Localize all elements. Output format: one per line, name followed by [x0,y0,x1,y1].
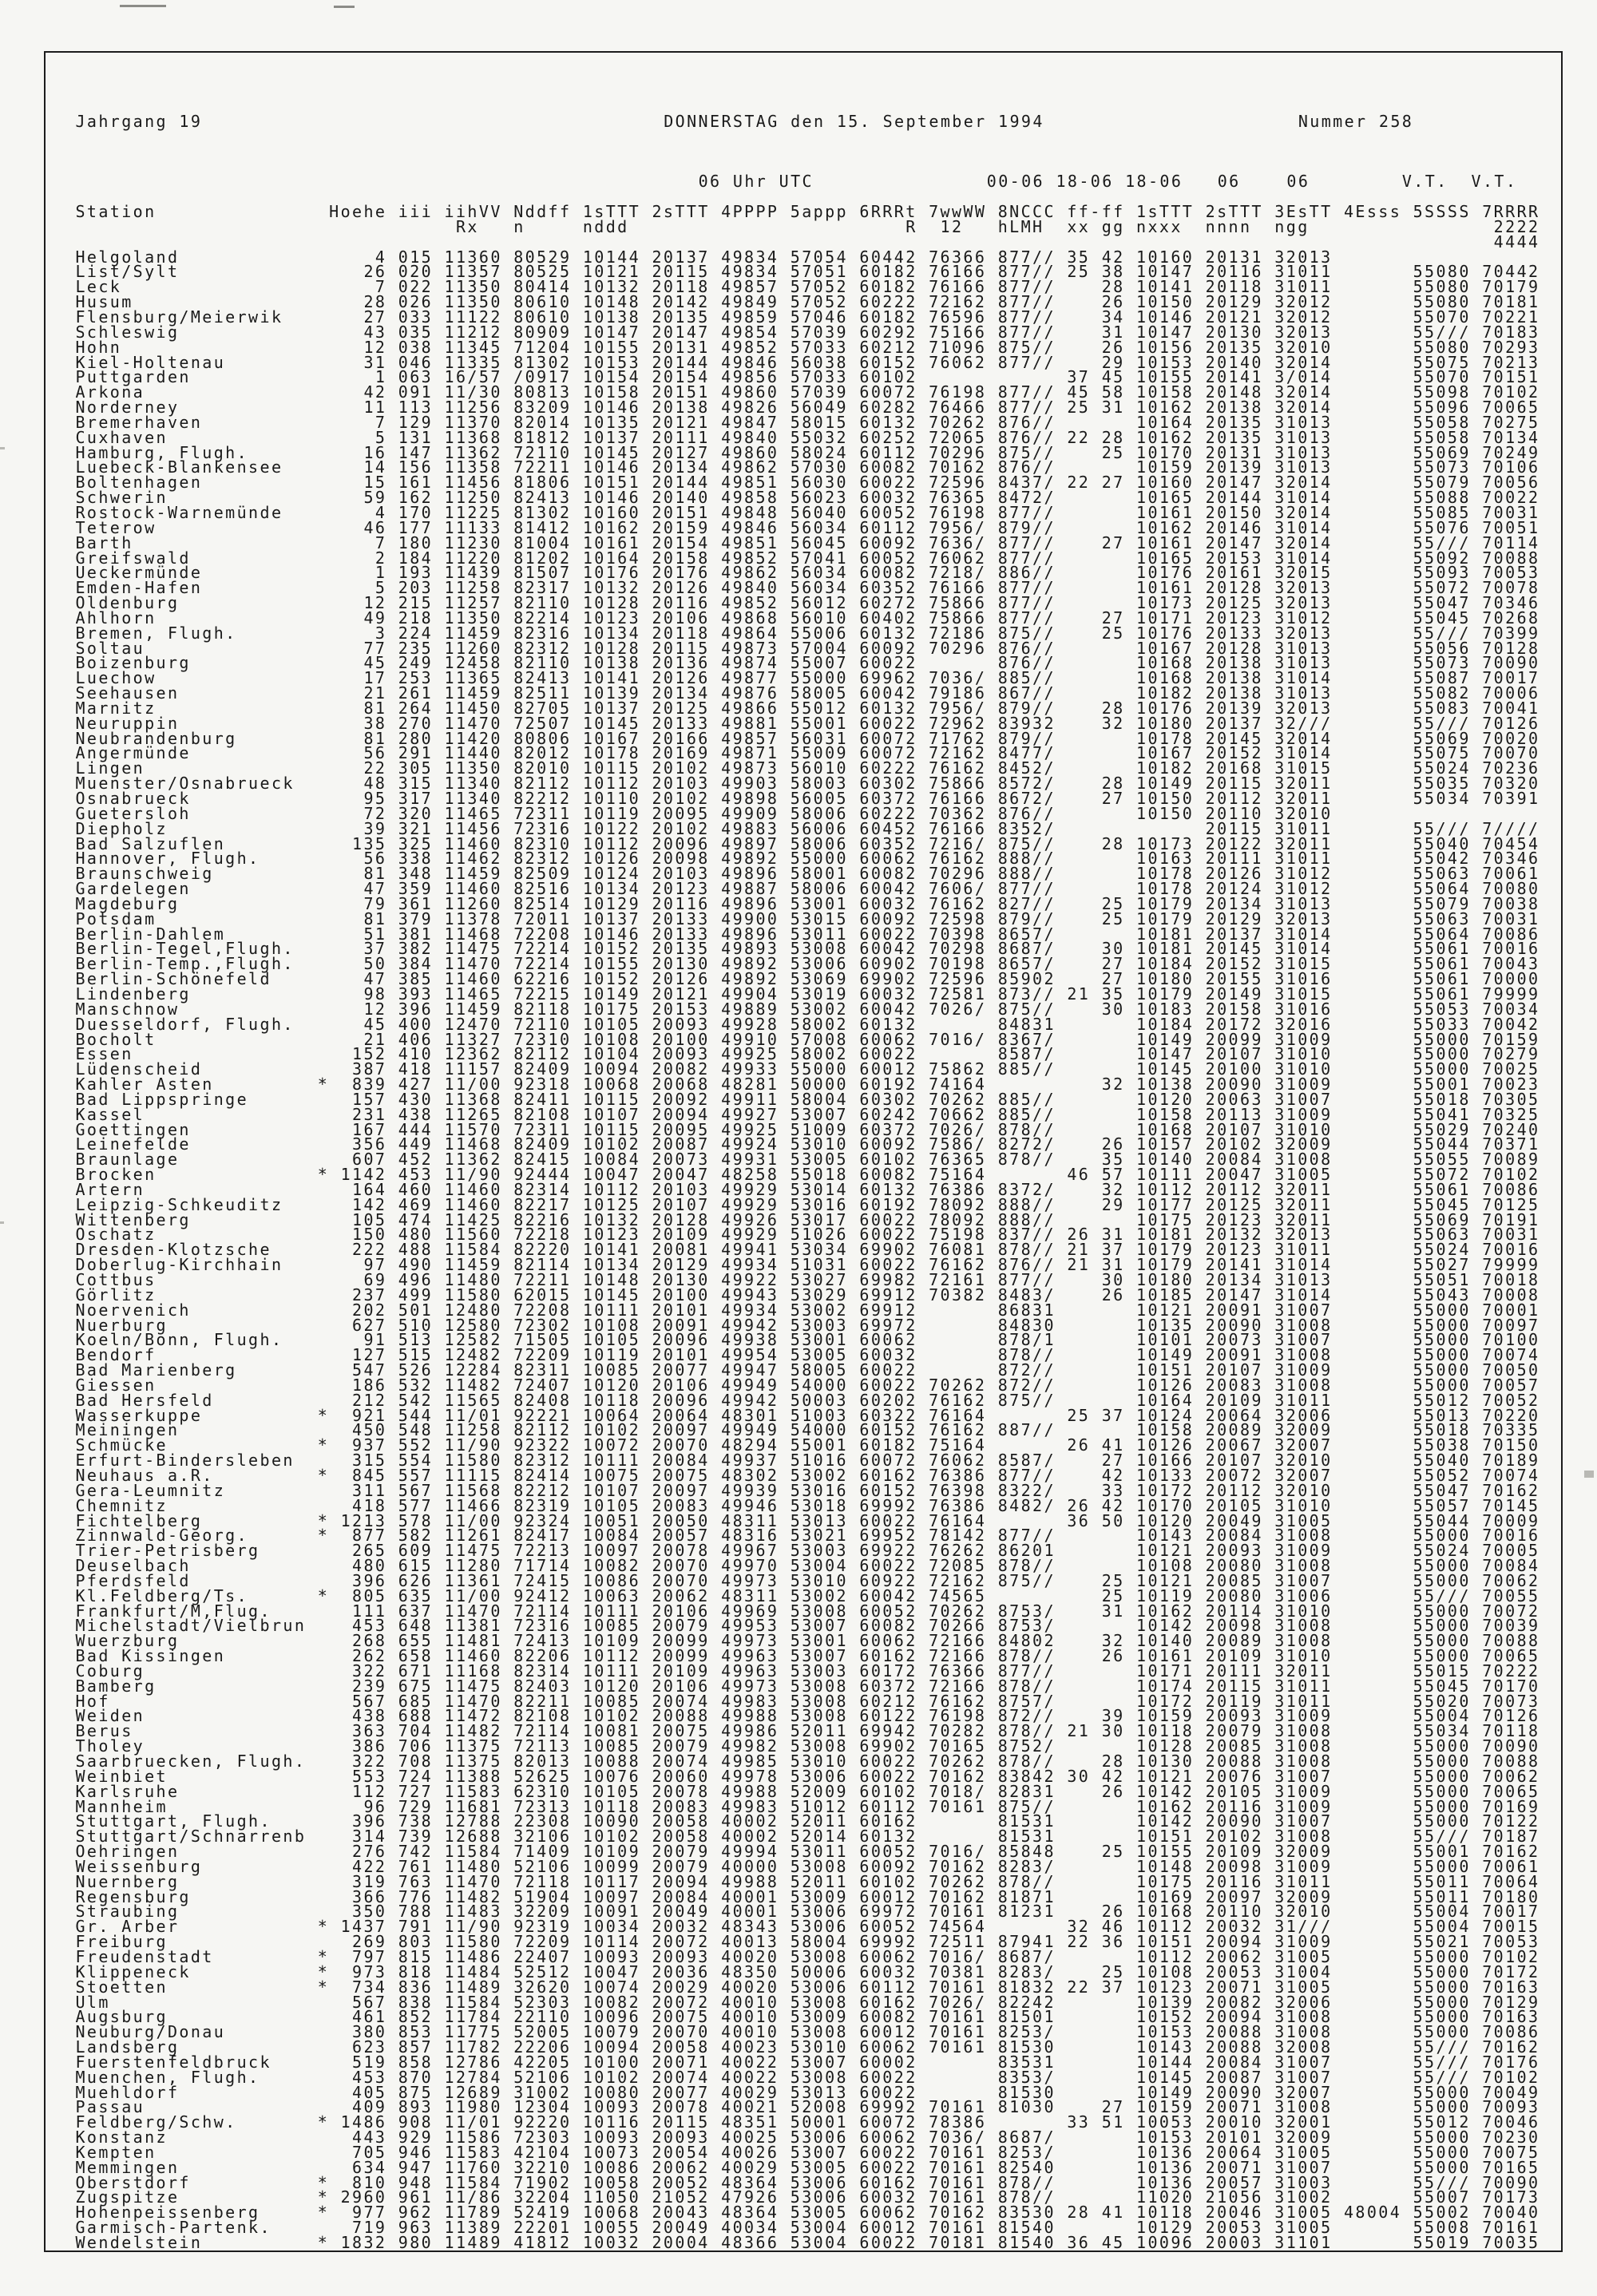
station-row: Berlin-Tegel,Flugh. 37 382 11475 72214 10152 20135 49893 53008 60042 70298 8687/ 30 10181 20145 31014 55061 70016 [64,939,1540,959]
station-row: Teterow 46 177 11133 81412 10162 20159 49846 56034 60112 7956/ 879// 10162 20146 31014 55076 70051 [64,517,1540,537]
station-row: Marnitz 81 264 11450 82705 10137 20125 49866 55012 60132 7956/ 879// 28 10176 20139 32013 55083 70041 [64,698,1540,718]
scan-mark [0,1221,4,1224]
station-row: Magdeburg 79 361 11260 82514 10129 20116 49896 53001 60032 76162 827// 25 10179 20134 31013 55079 70038 [64,893,1540,913]
station-row: Neuruppin 38 270 11470 72507 10145 20133 49881 55001 60022 72962 83932 32 10180 20137 32/// 55/// 70126 [64,713,1540,733]
station-row: Weiden 438 688 11472 82108 10102 20088 49988 53008 60122 76198 872// 39 10159 20093 31009 55004 70126 [64,1706,1540,1726]
station-row: Straubing 350 788 11483 32209 10091 20049 40001 53006 69972 70161 81231 26 10168 20110 32010 55004 70017 [64,1902,1540,1922]
page-title: DONNERSTAG den 15. September 1994 [664,112,1044,131]
station-row: Meiningen 450 548 11258 82112 10102 20097 49949 54000 60152 76162 887// 10158 20089 32009 55018 70335 [64,1420,1540,1440]
station-row: Neubrandenburg 81 280 11420 80806 10167 20166 49857 56031 60072 71762 879// 10178 20145 32014 55069 70020 [64,728,1540,748]
hour-label-1: 06 [1217,172,1241,192]
hour-label-2: 06 [1286,172,1310,192]
station-row: Garmisch-Partenk. 719 963 11389 22201 10055 20049 40034 53004 60012 70161 81540 10129 20053 31005 55008 70161 [64,2218,1540,2238]
station-row: Flensburg/Meierwik 27 033 11122 80610 10138 20135 49859 57046 60182 76596 877// 34 10146 20121 32012 55070 70221 [64,307,1540,327]
station-row: Landsberg 623 857 11782 22206 10094 20058 40023 53010 60062 70161 81530 10143 20088 32008 55/// 70162 [64,2037,1540,2057]
station-row: Nuerburg 627 510 12580 72302 10108 20091 49942 53003 69972 84830 10135 20090 31008 55000 70097 [64,1315,1540,1335]
station-row: Mannheim 96 729 11681 72313 10118 20083 49983 51012 60112 70161 875// 10162 20116 31009 55000 70169 [64,1796,1540,1816]
station-row: Potsdam 81 379 11378 72011 10137 20133 49900 53015 60092 72598 879// 25 10179 20129 32013 55063 70031 [64,909,1540,928]
station-row: Tholey 386 706 11375 72113 10085 20079 49982 53008 69902 70165 8752/ 10128 20085 31008 55000 70090 [64,1736,1540,1756]
station-row: Muenster/Osnabrueck 48 315 11340 82112 10112 20103 49903 58003 60302 75866 8572/ 28 10149 20115 32011 55035 70320 [64,774,1540,794]
station-row: Neuhaus a.R. * 845 557 11115 82414 10075 20075 48302 53002 60162 76386 877// 42 10133 20072 32007 55052 70074 [64,1465,1540,1485]
vt-label-2: V.T. [1471,172,1518,192]
station-row: Puttgarden 1 063 16/57 /0917 10154 20154 49856 57033 60102 37 45 10155 20141 3/014 55070 70151 [64,367,1540,387]
station-row: Luechow 17 253 11365 82413 10141 20126 49877 55000 69962 7036/ 885// 10168 20138 31014 55087 70017 [64,668,1540,688]
station-row: Muenchen, Flugh. 453 870 12784 52106 10102 20074 40022 53008 60022 8353/ 10145 20087 31007 55/// 70102 [64,2067,1540,2087]
station-row: Nuernberg 319 763 11470 72118 10117 20094 49988 52011 60102 70262 878// 10175 20116 31011 55011 70064 [64,1871,1540,1891]
station-row: Bendorf 127 515 12482 72209 10119 20101 49954 53005 60032 878// 10149 20091 31008 55000 70074 [64,1345,1540,1365]
station-row: Helgoland 4 015 11360 80529 10144 20137 49834 57054 60442 76366 877// 35 42 10160 20131 32013 [64,247,1540,267]
station-row: Noervenich 202 501 12480 72208 10111 20101 49934 53002 69912 86831 10121 20091 31007 55000 70001 [64,1300,1540,1320]
station-row: Gardelegen 47 359 11460 82516 10134 20123 49887 58006 60042 7606/ 877// 10178 20124 31012 55064 70080 [64,879,1540,899]
issue-number: Nummer 258 [1298,112,1414,131]
station-row: List/Sylt 26 020 11357 80525 10121 20115 49834 57051 60182 76166 877// 25 38 10147 20116 31011 55080 70442 [64,262,1540,282]
station-row: Feldberg/Schw. * 1486 908 11/01 92220 10116 20115 48351 50001 60072 78386 33 51 10053 20010 32001 55012 70046 [64,2112,1540,2132]
station-row: Saarbruecken, Flugh. 322 708 11375 82013 10088 20074 49985 53010 60022 70262 878// 28 10130 20088 31008 55000 70088 [64,1752,1540,1771]
period-label-1: 00-06 [986,172,1044,192]
scan-mark [120,5,166,7]
station-row: Oldenburg 12 215 11257 82110 10128 20116 49852 56012 60272 75866 877// 10173 20125 32013 55047 70346 [64,593,1540,613]
station-row: Erfurt-Bindersleben 315 554 11580 82312 10111 20084 49937 51016 60072 76062 8587/ 27 10166 20107 32010 55040 70189 [64,1451,1540,1471]
station-row: Artern 164 460 11460 82314 10112 20103 49929 53014 60132 76386 8372/ 32 10112 20112 32011 55061 70086 [64,1179,1540,1199]
station-row: Zugspitze * 2960 961 11/86 32204 11050 21052 47926 53006 60032 70161 878// 11020 21056 31002 55007 70173 [64,2187,1540,2207]
observation-time-label: 06 Uhr UTC [698,172,814,192]
station-row: Angermünde 56 291 11440 82012 10178 20169 49871 55009 60072 72162 8477/ 10167 20152 31014 55075 70070 [64,743,1540,763]
station-row: Augsburg 461 852 11784 22110 10096 20075 40010 53009 60082 70161 81501 10152 20094 31008 55000 70163 [64,2007,1540,2027]
period-label-3: 18-06 [1125,172,1183,192]
station-row: Memmingen 634 947 11760 32210 10086 20062 40029 53005 60022 70161 82540 10136 20071 31007 55000 70165 [64,2157,1540,2177]
station-row: Oehringen 276 742 11584 71409 10109 20079 49994 53011 60052 7016/ 85848 25 10155 20109 32009 55001 70162 [64,1842,1540,1862]
station-row: Stuttgart/Schnarrenb 314 739 12688 32106 10102 20058 40002 52014 60132 81531 10151 20102 31008 55/// 70187 [64,1827,1540,1847]
station-row: Bremen, Flugh. 3 224 11459 82316 10134 20118 49864 55006 60132 72186 875// 25 10176 20133 32013 55/// 70399 [64,623,1540,643]
station-row: Greifswald 2 184 11220 81202 10164 20158 49852 57041 60052 76062 877// 10165 20153 31014 55092 70088 [64,548,1540,568]
station-row: Essen 152 410 12362 82112 10104 20093 49925 58002 60022 8587/ 10147 20107 31010 55000 70279 [64,1044,1540,1064]
station-row: Soltau 77 235 11260 82312 10128 20115 49873 57004 60092 70296 876// 10167 20128 31013 55056 70128 [64,638,1540,658]
station-row: Schleswig 43 035 11212 80909 10147 20147 49854 57039 60292 75166 877// 31 10147 20130 32013 55/// 70183 [64,322,1540,342]
station-row: Hof 567 685 11470 82211 10085 20074 49983 53008 60212 76162 8757/ 10172 20119 31011 55020 70073 [64,1691,1540,1711]
station-row: Leinefelde 356 449 11468 82409 10102 20087 49924 53010 60092 7586/ 8272/ 26 10157 20102 32009 55044 70371 [64,1134,1540,1154]
station-row: Boizenburg 45 249 12458 82110 10138 20136 49874 55007 60022 876// 10168 20138 31013 55073 70090 [64,653,1540,673]
station-row: Giessen 186 532 11482 72407 10120 20106 49949 54000 60022 70262 872// 10126 20083 31008 55000 70057 [64,1375,1540,1395]
station-row: Michelstadt/Vielbrun 453 648 11381 72316 10085 20079 49953 53007 60082 70266 8753/ 10142 20098 31008 55000 70039 [64,1616,1540,1636]
station-row: Kempten 705 946 11583 42104 10073 20054 40026 53007 60022 70161 8253/ 10136 20064 31005 55000 70075 [64,2142,1540,2162]
column-subheader-row: Rx n nddd R 12 hLMH xx gg nxxx nnnn ngg 2222 [64,216,1540,236]
station-row: Wendelstein * 1832 980 11489 41812 10032 20004 48366 53004 60022 70181 81540 36 45 10096 20003 31101 55019 70035 [64,2233,1540,2252]
station-row: Muehldorf 405 875 12689 31002 10080 20077 40029 53013 60022 81530 10149 20090 32007 55000 70049 [64,2082,1540,2102]
station-row: Schmücke * 937 552 11/90 92322 10072 20070 48294 55001 60182 75164 26 41 10126 20067 32007 55038 70150 [64,1435,1540,1455]
station-row: Rostock-Warnemünde 4 170 11225 81302 10160 20151 49848 56040 60052 76198 877// 10161 20150 32014 55085 70031 [64,502,1540,522]
station-row: Kl.Feldberg/Ts. * 805 635 11/00 92412 10063 20062 48311 53002 60042 74565 25 10119 20080 31006 55/// 70055 [64,1585,1540,1605]
station-row: Cuxhaven 5 131 11368 81812 10137 20111 49840 55032 60252 72065 876// 22 28 10162 20135 31013 55058 70134 [64,427,1540,447]
station-row: Luebeck-Blankensee 14 156 11358 72211 10146 20134 49862 57030 60082 70162 876// 10159 20139 31013 55073 70106 [64,457,1540,477]
station-row: Oschatz 150 480 11560 72218 10123 20109 49929 51026 60022 75198 837// 26 31 10181 20132 32013 55063 70031 [64,1225,1540,1245]
station-row: Bad Salzuflen 135 325 11460 82310 10112 20096 49897 58006 60352 7216/ 875// 28 10173 20122 32011 55040 70454 [64,833,1540,853]
station-row: Ueckermünde 1 193 11439 81507 10176 20176 49862 56034 60082 7218/ 886// 10176 20161 32015 55093 70053 [64,563,1540,583]
station-row: Arkona 42 091 11/30 80813 10158 20151 49860 57039 60072 76198 877// 45 58 10158 20148 32014 55098 70102 [64,382,1540,402]
station-row: Görlitz 237 499 11580 62015 10145 20100 49943 53029 69912 70382 8483/ 26 10185 20147 31014 55043 70008 [64,1285,1540,1304]
station-row: Hamburg, Flugh. 16 147 11362 72110 10145 20127 49860 58024 60112 70296 875// 25 10170 20131 31013 55069 70249 [64,442,1540,462]
station-row: Bocholt 21 406 11327 72310 10108 20100 49910 57008 60062 7016/ 8367/ 10149 20099 31009 55000 70159 [64,1029,1540,1049]
station-row: Ulm 567 838 11584 52303 10082 20072 40010 53008 60162 7026/ 82242 10139 20082 32006 55000 70129 [64,1992,1540,2012]
period-label-2: 18-06 [1056,172,1114,192]
station-row: Husum 28 026 11350 80610 10148 20142 49849 57052 60222 72162 877// 26 10150 20129 32012 55080 70181 [64,292,1540,312]
station-row: Hohn 12 038 11345 71204 10155 20131 49852 57033 60212 71096 875// 26 10156 20135 32010 55080 70293 [64,337,1540,357]
station-row: Oberstdorf * 810 948 11584 71902 10058 20052 48364 53006 60162 70161 878// 10136 20057 31003 55/// 70090 [64,2172,1540,2192]
station-row: Manschnow 12 396 11459 82118 10175 20153 49889 53002 60042 7026/ 875// 30 10183 20158 31016 55053 70034 [64,999,1540,1019]
scan-mark [0,447,5,449]
station-row: Weinbiet 553 724 11388 52625 10076 20060 49978 53006 60022 70162 83842 30 42 10121 20076 31007 55000 70062 [64,1766,1540,1786]
scan-mark [1584,1471,1594,1478]
station-row: Pferdsfeld 396 626 11361 72415 10086 20070 49973 53010 60922 72162 875// 25 10121 20085 31007 55000 70062 [64,1570,1540,1590]
station-row: Schwerin 59 162 11250 82413 10146 20140 49858 56023 60032 76365 8472/ 10165 20144 31014 55088 70022 [64,488,1540,508]
station-row: Berlin-Dahlem 51 381 11468 72208 10146 20133 49896 53011 60022 70398 8657/ 10181 20137 31014 55064 70086 [64,924,1540,944]
station-row: Leipzig-Schkeuditz 142 469 11460 82217 10125 20107 49929 53016 60192 78092 888// 29 10177 20125 32011 55045 70125 [64,1194,1540,1214]
station-row: Freiburg 269 803 11580 72209 10114 20072 40013 58004 69992 72511 87941 22 36 10151 20094 31009 55021 70053 [64,1932,1540,1952]
station-row: Berlin-Temp.,Flugh. 50 384 11470 72214 10155 20130 49892 53006 60902 70198 8657/ 27 10184 20152 31015 55061 70043 [64,954,1540,974]
station-row: Goettingen 167 444 11570 72311 10115 20095 49925 51009 60372 7026/ 878// 10168 20107 31010 55029 70240 [64,1119,1540,1139]
column-header-row: Station Hoehe iii iihVV Nddff 1sTTT 2sTTT 4PPPP 5appp 6RRRt 7wwWW 8NCCC ff-ff 1sTTT 2sTTT 3EsTT 4Esss 5SSSS 7RRRR [64,202,1540,222]
station-row: Hohenpeissenberg * 977 962 11789 52419 10068 20043 48364 53005 60062 70162 83530 28 41 10118 20046 31005 48004 55002 70040 [64,2203,1540,2223]
station-row: Passau 409 893 11980 12304 10093 20078 40021 52008 69992 70161 81030 27 10159 20071 31008 55000 70093 [64,2097,1540,2117]
station-row: Diepholz 39 321 11456 72316 10122 20102 49883 56006 60452 76166 8352/ 20115 31011 55/// 7//// [64,818,1540,838]
station-row: Frankfurt/M,Flug. 111 637 11470 72114 10111 20106 49969 53008 60052 70262 8753/ 31 10162 20114 31010 55000 70072 [64,1601,1540,1621]
station-row: Fichtelberg * 1213 578 11/00 92324 10051 20050 48311 53013 60022 76164 36 50 10120 20049 31005 55044 70009 [64,1510,1540,1530]
station-row: Norderney 11 113 11256 83209 10146 20138 49826 56049 60282 76466 877// 25 31 10162 20138 32014 55096 70065 [64,398,1540,418]
station-row: Brocken * 1142 453 11/90 92444 10047 20047 48258 55018 60082 75164 46 57 10111 20047 31005 55072 70102 [64,1165,1540,1185]
station-row: Braunschweig 81 348 11459 82509 10124 20103 49896 58001 60082 70296 888// 10178 20126 31012 55063 70061 [64,864,1540,884]
station-row: Bad Kissingen 262 658 11460 82206 10112 20099 49963 53007 60162 72166 878// 26 10161 20109 31010 55000 70065 [64,1646,1540,1666]
station-row: Stoetten * 734 836 11489 32620 10074 20029 40020 53006 60112 70161 81832 22 37 10123 20071 31005 55000 70163 [64,1977,1540,1997]
station-row: Klippeneck * 973 818 11484 52512 10047 20036 48350 50006 60032 70381 8283/ 25 10108 20053 31004 55000 70172 [64,1961,1540,1981]
station-row: Bad Lippspringe 157 430 11368 82411 10115 20092 49911 58004 60302 70262 885// 10120 20063 31007 55018 70305 [64,1089,1540,1109]
station-row: Doberlug-Kirchhain 97 490 11459 82114 10134 20129 49934 51031 60022 76162 876// 21 31 10179 20141 31014 55027 79999 [64,1255,1540,1275]
station-row: Bamberg 239 675 11475 82403 10120 20106 49973 53008 60372 72166 878// 10174 20115 31011 55045 70170 [64,1676,1540,1696]
journal-volume: Jahrgang 19 [75,112,203,131]
station-row: Karlsruhe 112 727 11583 62310 10105 20078 49988 52009 60102 7018/ 82831 26 10142 20105 31009 55000 70065 [64,1781,1540,1801]
station-row: Braunlage 607 452 11362 82415 10084 20073 49931 53005 60102 76365 878// 35 10140 20084 31008 55055 70089 [64,1150,1540,1170]
station-row: Koeln/Bonn, Flugh. 91 513 12582 71505 10105 20096 49938 53001 60062 878/1 10101 20073 31007 55000 70100 [64,1330,1540,1350]
station-row: Emden-Hafen 5 203 11258 82317 10132 20126 49840 56034 60352 76166 877// 10161 20128 32013 55072 70078 [64,578,1540,598]
station-row: Ahlhorn 49 218 11350 82214 10123 20106 49868 56010 60402 75866 877// 27 10171 20123 31012 55045 70268 [64,608,1540,627]
vt-label-1: V.T. [1401,172,1448,192]
station-row: Osnabrueck 95 317 11340 82212 10110 20102 49898 56005 60372 76166 8672/ 27 10150 20112 32011 55034 70391 [64,789,1540,808]
station-row: Lindenberg 98 393 11465 72215 10149 20121 49904 53019 60032 72581 873// 21 35 10179 20149 31015 55061 79999 [64,984,1540,1004]
station-row: Leck 7 022 11350 80414 10132 20118 49857 57052 60182 76166 877// 28 10141 20118 31011 55080 70179 [64,277,1540,297]
station-row: Bad Hersfeld 212 542 11565 82408 10118 20096 49942 50003 60202 76162 875// 10164 20109 31011 55012 70052 [64,1390,1540,1410]
station-row: Lingen 22 305 11350 82010 10115 20102 49873 56010 60222 76162 8452/ 10182 20168 31015 55024 70236 [64,758,1540,778]
station-row: Kassel 231 438 11265 82108 10107 20094 49927 53007 60242 70662 885// 10158 20113 31009 55041 70325 [64,1104,1540,1124]
station-row: Weissenburg 422 761 11480 52106 10099 20079 40000 53008 60092 70162 8283/ 10148 20098 31009 55000 70061 [64,1856,1540,1876]
station-row: Freudenstadt * 797 815 11486 22407 10093 20093 40020 53008 60062 7016/ 8687/ 10112 20062 31005 55000 70102 [64,1946,1540,1966]
station-row: Neuburg/Donau 380 853 11775 52005 10079 20070 40010 53008 60012 70161 8253/ 10153 20088 31008 55000 70086 [64,2022,1540,2042]
corner-code-row: 4444 [64,232,1540,251]
station-row: Seehausen 21 261 11459 82511 10139 20134 49876 58005 60042 79186 867// 10182 20138 31013 55082 70006 [64,683,1540,703]
station-row: Fuerstenfeldbruck 519 858 12786 42205 10100 20071 40022 53007 60002 83531 10144 20084 31007 55/// 70176 [64,2052,1540,2072]
station-row: Regensburg 366 776 11482 51904 10097 20084 40001 53009 60012 70162 81871 10169 20097 32009 55011 70180 [64,1886,1540,1906]
station-row: Bad Marienberg 547 526 12284 82311 10085 20077 49947 58005 60022 872// 10151 20107 31009 55000 70050 [64,1360,1540,1380]
station-row: Deuselbach 480 615 11280 71714 10082 20070 49970 53004 60022 72085 878// 10108 20080 31008 55000 70084 [64,1556,1540,1576]
station-row: Berlin-Schönefeld 47 385 11460 62216 10152 20126 49892 53069 69902 72596 85902 27 10180 20155 31016 55061 70000 [64,969,1540,989]
station-row: Wuerzburg 268 655 11481 72413 10109 20099 49973 53001 60062 72166 84802 32 10140 20089 31008 55000 70088 [64,1631,1540,1651]
station-row: Kahler Asten * 839 427 11/00 92318 10068 20068 48281 50000 60192 74164 32 10138 20090 31009 55001 70023 [64,1075,1540,1095]
station-row: Trier-Petrisberg 265 609 11475 72213 10097 20078 49967 53003 69922 76262 86201 10121 20093 31009 55024 70005 [64,1541,1540,1561]
station-row: Berus 363 704 11482 72114 10081 20075 49986 52011 69942 70282 878// 21 30 10118 20079 31008 55034 70118 [64,1721,1540,1741]
station-row: Zinnwald-Georg. * 877 582 11261 82417 10084 20057 48316 53021 69952 78142 877// 10143 20084 31008 55000 70016 [64,1526,1540,1546]
station-row: Konstanz 443 929 11586 72303 10093 20093 40025 53006 60062 7036/ 8687/ 10153 20101 32009 55000 70230 [64,2128,1540,2148]
station-row: Wasserkuppe * 921 544 11/01 92221 10064 20064 48301 51003 60322 76164 25 37 10124 20064 32006 55013 70220 [64,1405,1540,1425]
station-row: Dresden-Klotzsche 222 488 11584 82220 10141 20081 49941 53034 69902 76081 878// 21 37 10179 20123 31011 55024 70016 [64,1240,1540,1260]
station-row: Boltenhagen 15 161 11456 81806 10151 20144 49851 56030 60022 72596 8437/ 22 27 10160 20147 32014 55079 70056 [64,473,1540,493]
station-row: Guetersloh 72 320 11465 72311 10119 20095 49909 58006 60222 70362 876// 10150 20110 32010 [64,803,1540,823]
station-row: Hannover, Flugh. 56 338 11462 82312 10126 20098 49892 55000 60062 76162 888// 10163 20111 31011 55042 70346 [64,849,1540,869]
station-row: Bremerhaven 7 129 11370 82014 10135 20121 49847 58015 60132 70262 876// 10164 20135 31013 55058 70275 [64,412,1540,432]
station-row: Barth 7 180 11230 81004 10161 20154 49851 56045 60092 7636/ 877// 27 10161 20147 32014 55/// 70114 [64,532,1540,552]
station-row: Wittenberg 105 474 11425 82216 10132 20128 49926 53017 60022 78092 888// 10175 20123 32011 55069 70191 [64,1209,1540,1229]
station-row: Gera-Leumnitz 311 567 11568 82212 10107 20097 49939 53016 60152 76398 8322/ 33 10172 20112 32010 55047 70162 [64,1480,1540,1500]
station-row: Cottbus 69 496 11480 72211 10148 20130 49922 53027 69982 72161 877// 30 10180 20134 31013 55051 70018 [64,1270,1540,1289]
station-row: Lüdenscheid 387 418 11157 82409 10094 20082 49933 55000 60012 75862 885// 10145 20100 31010 55000 70025 [64,1059,1540,1079]
station-row: Coburg 322 671 11168 82314 10111 20109 49963 53003 60172 76366 877// 10171 20111 32011 55015 70222 [64,1661,1540,1680]
station-row: Chemnitz 418 577 11466 82319 10105 20083 49946 53018 69992 76386 8482/ 26 42 10170 20105 31010 55057 70145 [64,1495,1540,1515]
synop-table [64,204,1540,2250]
station-row: Kiel-Holtenau 31 046 11335 81302 10153 20144 49846 56038 60152 76062 877// 29 10153 20140 32014 55075 70213 [64,352,1540,372]
station-row: Duesseldorf, Flugh. 45 400 12470 72110 10105 20093 49928 58002 60132 84831 10184 20172 32016 55033 70042 [64,1014,1540,1034]
scan-mark [334,6,355,8]
station-row: Stuttgart, Flugh. 396 738 12788 22308 10090 20058 40002 52011 60162 81531 10142 20090 31007 55000 70122 [64,1811,1540,1831]
station-row: Gr. Arber * 1437 791 11/90 92319 10034 20032 48343 53006 60052 74564 32 46 10112 20032 31/// 55004 70015 [64,1917,1540,1937]
